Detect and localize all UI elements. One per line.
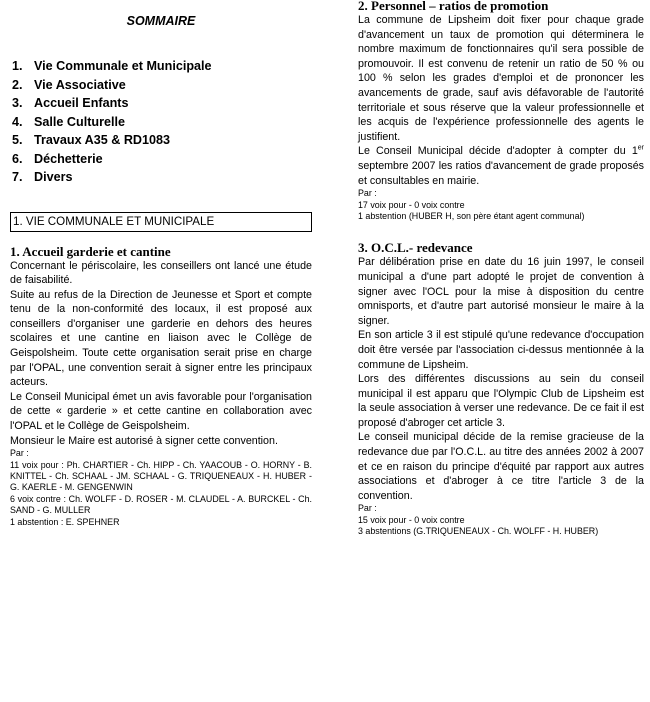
section-heading-box: 1. VIE COMMUNALE ET MUNICIPALE [10,212,312,232]
paragraph [358,144,644,188]
sommaire-item-label: Déchetterie [34,151,103,166]
vote-par-label: Par : [358,503,377,514]
sommaire-item[interactable] [12,57,312,76]
sommaire-item-number: 5. [12,133,23,147]
sommaire-item-number: 4. [12,114,23,129]
superscript: er [637,144,644,152]
paragraph: Le Conseil Municipal émet un avis favorable pour l'organisation de cette « garderie » et cette cantine en collaboration avec l'OPAL et le Collège de Geispolsheim. [10,390,312,433]
vote-abstention: 3 abstentions (G.TRIQUENEAUX - Ch. WOLFF - H. HUBER) [358,526,599,537]
paragraph: En son article 3 il est stipulé qu'une redevance d'occupation doit être versée par l'association ci-dessus mentionnée à la commune de Lipsheim. [358,329,644,371]
sommaire-item-number: 6. [12,151,23,166]
item-title-personnel: 2. Personnel – ratios de promotion [358,0,549,13]
sommaire-item[interactable] [12,131,312,150]
sommaire-item-number: 3. [12,96,23,110]
left-column [10,0,312,528]
sommaire-item[interactable] [12,150,312,169]
sommaire-item[interactable] [12,76,312,95]
vote-par-label: Par : [10,448,29,459]
paragraph: La commune de Lipsheim doit fixer pour chaque grade d'avancement un taux de promotion qui déterminera le nombre maximum de fonctionnaires qu'il sera possible de promouvoir. Il est convenu de retenir un ratio de 50 % ou 100 % selon les grades d'emploi et de prononcer les avancements de grade, sauf avis défavorable de l'autorité territoriale et sous réserve que la valeur professionnelle et les acquis de l'expérience professionnelle des agents le justifient. [358,14,644,143]
vote-abstention: 1 abstention : E. SPEHNER [10,516,120,527]
item-title-ocl: 3. O.C.L.- redevance [358,240,473,256]
sommaire-item-label: Travaux A35 & RD1083 [34,133,171,147]
paragraph: Par délibération prise en date du 16 juin 1997, le conseil municipal a d'une part adopté le projet de convention à signer avec l'OCL pour la mise à disposition du centre omnisports, et d'autre part autorisé monsieur le maire à la signer. [358,256,644,327]
sommaire-item-label: Vie Associative [34,77,126,92]
paragraph: Monsieur le Maire est autorisé à signer cette convention. [10,434,278,447]
sommaire-list [12,57,312,187]
vote-par-label: Par : [358,188,377,199]
paragraph: Suite au refus de la Direction de Jeunesse et Sport et compte tenu de la non-conformité des locaux, il est proposé aux conseillers d'organiser une garderie en dehors des heures scolaires et une cantine en liaison avec le Collège de Geispolsheim. Toute cette organisation serait prise en charge par l'OPAL, une convention serait à signer entre les principaux acteurs. [10,288,312,389]
sommaire-item[interactable] [12,168,312,187]
sommaire-item-number: 7. [12,170,23,184]
vote-contre: 6 voix contre : Ch. WOLFF - D. ROSER - M. CLAUDEL - A. BURCKEL - Ch. SAND - G. MULLER [10,493,312,516]
vote-abstention: 1 abstention (HUBER H, son père étant agent communal) [358,210,585,221]
paragraph: Le conseil municipal décide de la remise gracieuse de la redevance due par l'O.C.L. au titre des années 2002 à 2007 et ce en raison du principe d'équité par rapport aux autres associations et d'abroger à ce titre l'article 3 de la convention. [358,431,644,502]
sommaire-item-label: Vie Communale et Municipale [34,59,212,73]
text-fragment: Le Conseil Municipal décide d'adopter à compter du 1 [358,145,638,158]
sommaire-title: SOMMAIRE [126,14,196,28]
sommaire-item[interactable] [12,113,312,132]
right-column [358,0,644,538]
sommaire-item[interactable] [12,94,312,113]
sommaire-item-label: Accueil Enfants [34,96,129,110]
sommaire-item-number: 1. [12,59,23,73]
sommaire-item-label: Salle Culturelle [34,114,125,129]
vote-pour: 11 voix pour : Ph. CHARTIER - Ch. HIPP - Ch. YAACOUB - O. HORNY - B. KNITTEL - Ch. SCHAAL - JM. SCHAAL - G. TRIQUENEAUX - H. HUBER - G. KAERLE - M. GENGENWIN [10,459,312,493]
text-fragment: septembre 2007 les ratios d'avancement de grade proposés et consultables en mairie. [358,159,644,187]
sommaire-item-number: 2. [12,77,23,92]
paragraph: Lors des différentes discussions au sein du conseil municipal il est apparu que l'Olympic Club de Lipsheim est la seule association à verser une redevance. De ce fait il est proposé d'abroger cet article 3. [358,373,644,429]
vote-pour: 17 voix pour - 0 voix contre [358,199,465,210]
vote-pour: 15 voix pour - 0 voix contre [358,514,465,525]
sommaire-item-label: Divers [34,170,73,184]
paragraph: Concernant le périscolaire, les conseillers ont lancé une étude de faisabilité. [10,259,312,287]
item-title-garderie: 1. Accueil garderie et cantine [10,243,171,259]
